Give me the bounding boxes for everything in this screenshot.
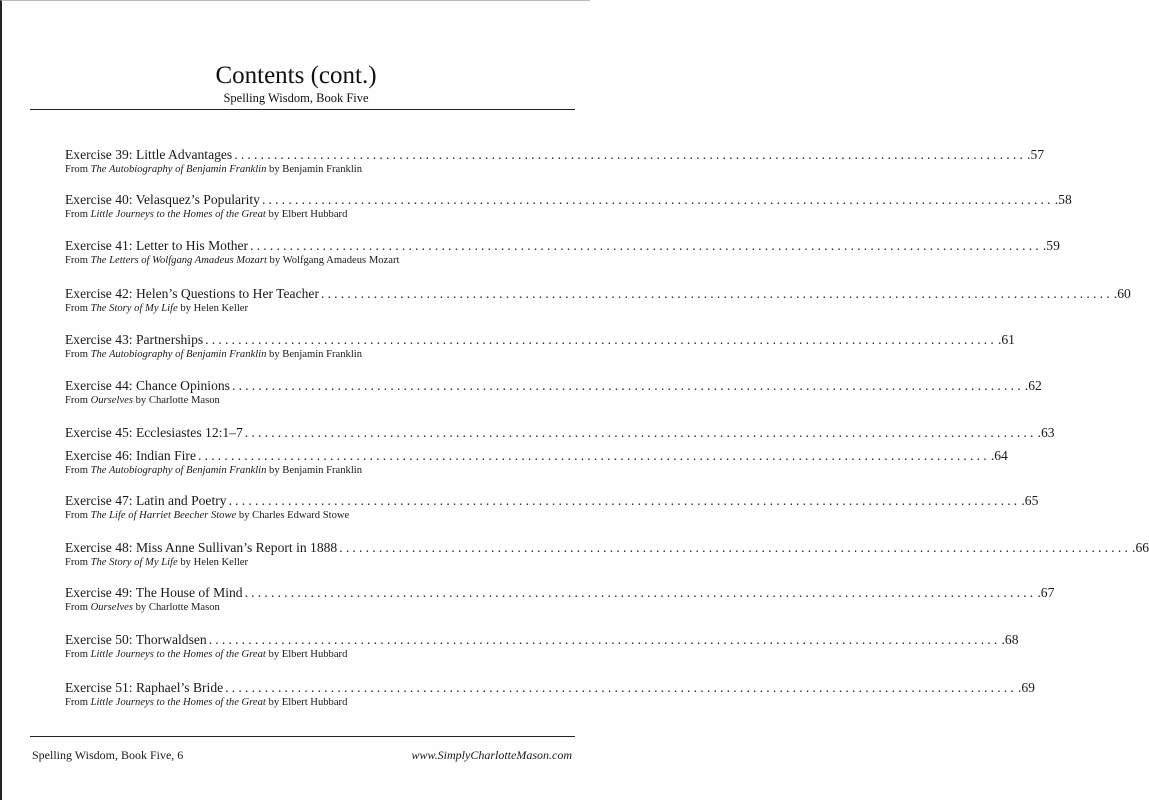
contents-entry	[65, 191, 1072, 222]
entry-source	[65, 696, 540, 710]
source-prefix: From	[65, 510, 91, 521]
contents-entry	[65, 447, 1008, 478]
entry-page-number: .58	[1054, 192, 1072, 207]
source-book-title: Ourselves	[90, 602, 133, 613]
entry-page-number: .65	[1021, 493, 1039, 508]
entry-source	[65, 464, 540, 478]
entry-source	[65, 601, 540, 615]
entry-title: Exercise 43: Partnerships	[65, 332, 204, 347]
leader-dots: ........................................................................................................................	[234, 147, 1027, 162]
entry-line	[65, 377, 1042, 394]
contents-entry	[65, 331, 1015, 362]
entry-source	[65, 163, 540, 177]
leader-dots: ........................................................................................................................	[225, 680, 1017, 695]
entry-line	[65, 679, 1035, 696]
entry-page-number: .63	[1037, 425, 1055, 440]
entry-title: Exercise 48: Miss Anne Sullivan’s Report in 1888	[65, 540, 338, 555]
entry-page-number: .66	[1132, 540, 1149, 555]
source-author: by Helen Keller	[177, 557, 249, 568]
entry-title: Exercise 39: Little Advantages	[65, 147, 233, 162]
leader-dots: ........................................................................................................................	[228, 493, 1021, 508]
contents-entry	[65, 539, 1149, 570]
source-book-title: The Story of My Life	[90, 303, 178, 314]
source-prefix: From	[65, 649, 91, 660]
source-book-title: The Autobiography of Benjamin Franklin	[90, 465, 267, 476]
source-author: by Benjamin Franklin	[266, 465, 363, 476]
entry-title: Exercise 40: Velasquez’s Popularity	[65, 192, 260, 207]
leader-dots: ........................................................................................................................	[244, 585, 1037, 600]
contents-entry	[65, 237, 1060, 268]
source-prefix: From	[65, 209, 91, 220]
source-book-title: Little Journeys to the Homes of the Great	[90, 209, 266, 220]
entry-source	[65, 556, 540, 570]
entry-line	[65, 424, 1055, 441]
source-author: by Benjamin Franklin	[266, 164, 363, 175]
leader-dots: ........................................................................................................................	[208, 632, 1001, 647]
source-book-title: The Autobiography of Benjamin Franklin	[90, 164, 267, 175]
contents-entry	[65, 584, 1055, 615]
page-title: Contents (cont.)	[215, 62, 377, 89]
source-author: by Elbert Hubbard	[265, 697, 348, 708]
source-book-title: The Autobiography of Benjamin Franklin	[90, 349, 267, 360]
entry-page-number: .62	[1024, 378, 1042, 393]
source-author: by Charlotte Mason	[132, 602, 220, 613]
entry-title: Exercise 50: Thorwaldsen	[65, 632, 207, 647]
contents-entry	[65, 377, 1042, 408]
entry-page-number: .59	[1042, 238, 1060, 253]
source-prefix: From	[65, 164, 91, 175]
entry-source	[65, 509, 540, 523]
entry-page-number: .60	[1113, 286, 1131, 301]
leader-dots: ........................................................................................................................	[339, 540, 1132, 555]
source-prefix: From	[65, 349, 91, 360]
source-book-title: Little Journeys to the Homes of the Great	[90, 697, 266, 708]
entry-source	[65, 348, 540, 362]
entry-source	[65, 394, 540, 408]
footer-book-page: Spelling Wisdom, Book Five, 6	[32, 748, 184, 762]
source-prefix: From	[65, 557, 91, 568]
entry-page-number: .61	[997, 332, 1015, 347]
source-book-title: Ourselves	[90, 395, 133, 406]
footer-website: www.SimplyCharlotteMason.com	[411, 748, 572, 762]
entry-line	[65, 631, 1019, 648]
leader-dots: ........................................................................................................................	[198, 448, 990, 463]
source-prefix: From	[65, 697, 91, 708]
entry-line	[65, 447, 1008, 464]
entry-line	[65, 285, 1131, 302]
entry-page-number: .64	[990, 448, 1008, 463]
entry-page-number: .68	[1001, 632, 1019, 647]
header-rule	[30, 109, 575, 110]
entry-title: Exercise 51: Raphael’s Bride	[65, 680, 224, 695]
leader-dots: ........................................................................................................................	[205, 332, 997, 347]
leader-dots: ........................................................................................................................	[250, 238, 1042, 253]
leader-dots: ........................................................................................................................	[231, 378, 1024, 393]
entry-page-number: .57	[1027, 147, 1045, 162]
source-book-title: The Life of Harriet Beecher Stowe	[90, 510, 237, 521]
source-prefix: From	[65, 465, 91, 476]
leader-dots: ........................................................................................................................	[320, 286, 1113, 301]
entry-line	[65, 331, 1015, 348]
source-prefix: From	[65, 395, 91, 406]
leader-dots: ........................................................................................................................	[261, 192, 1054, 207]
page-subtitle: Spelling Wisdom, Book Five	[223, 91, 369, 105]
contents-entry	[65, 631, 1019, 662]
source-author: by Wolfgang Amadeus Mozart	[266, 255, 400, 266]
source-author: by Helen Keller	[177, 303, 249, 314]
entry-title: Exercise 45: Ecclesiastes 12:1–7	[65, 425, 243, 440]
contents-entry	[65, 285, 1131, 316]
entry-title: Exercise 49: The House of Mind	[65, 585, 243, 600]
entry-line	[65, 191, 1072, 208]
entry-source	[65, 648, 540, 662]
contents-entry	[65, 679, 1035, 710]
source-author: by Charlotte Mason	[132, 395, 220, 406]
source-book-title: Little Journeys to the Homes of the Great	[90, 649, 266, 660]
source-prefix: From	[65, 255, 91, 266]
entry-line	[65, 492, 1039, 509]
entry-title: Exercise 42: Helen’s Questions to Her Teacher	[65, 286, 319, 301]
entry-title: Exercise 46: Indian Fire	[65, 448, 196, 463]
source-author: by Elbert Hubbard	[265, 649, 348, 660]
source-book-title: The Letters of Wolfgang Amadeus Mozart	[90, 255, 267, 266]
source-prefix: From	[65, 303, 91, 314]
source-author: by Elbert Hubbard	[265, 209, 348, 220]
source-book-title: The Story of My Life	[90, 557, 178, 568]
footer-rule	[30, 736, 575, 737]
entry-line	[65, 146, 1045, 163]
contents-entry	[65, 146, 1045, 177]
entry-line	[65, 539, 1149, 556]
entry-title: Exercise 41: Letter to His Mother	[65, 238, 249, 253]
entry-line	[65, 237, 1060, 254]
leader-dots: ........................................................................................................................	[244, 425, 1037, 440]
entry-page-number: .69	[1017, 680, 1035, 695]
entry-title: Exercise 44: Chance Opinions	[65, 378, 230, 393]
entry-title: Exercise 47: Latin and Poetry	[65, 493, 227, 508]
entry-line	[65, 584, 1055, 601]
entry-source	[65, 302, 540, 316]
source-author: by Benjamin Franklin	[266, 349, 363, 360]
contents-entry	[65, 424, 1055, 441]
entry-page-number: .67	[1037, 585, 1055, 600]
source-author: by Charles Edward Stowe	[236, 510, 350, 521]
source-prefix: From	[65, 602, 91, 613]
contents-entry	[65, 492, 1039, 523]
entry-source	[65, 208, 540, 222]
entry-source	[65, 254, 540, 268]
